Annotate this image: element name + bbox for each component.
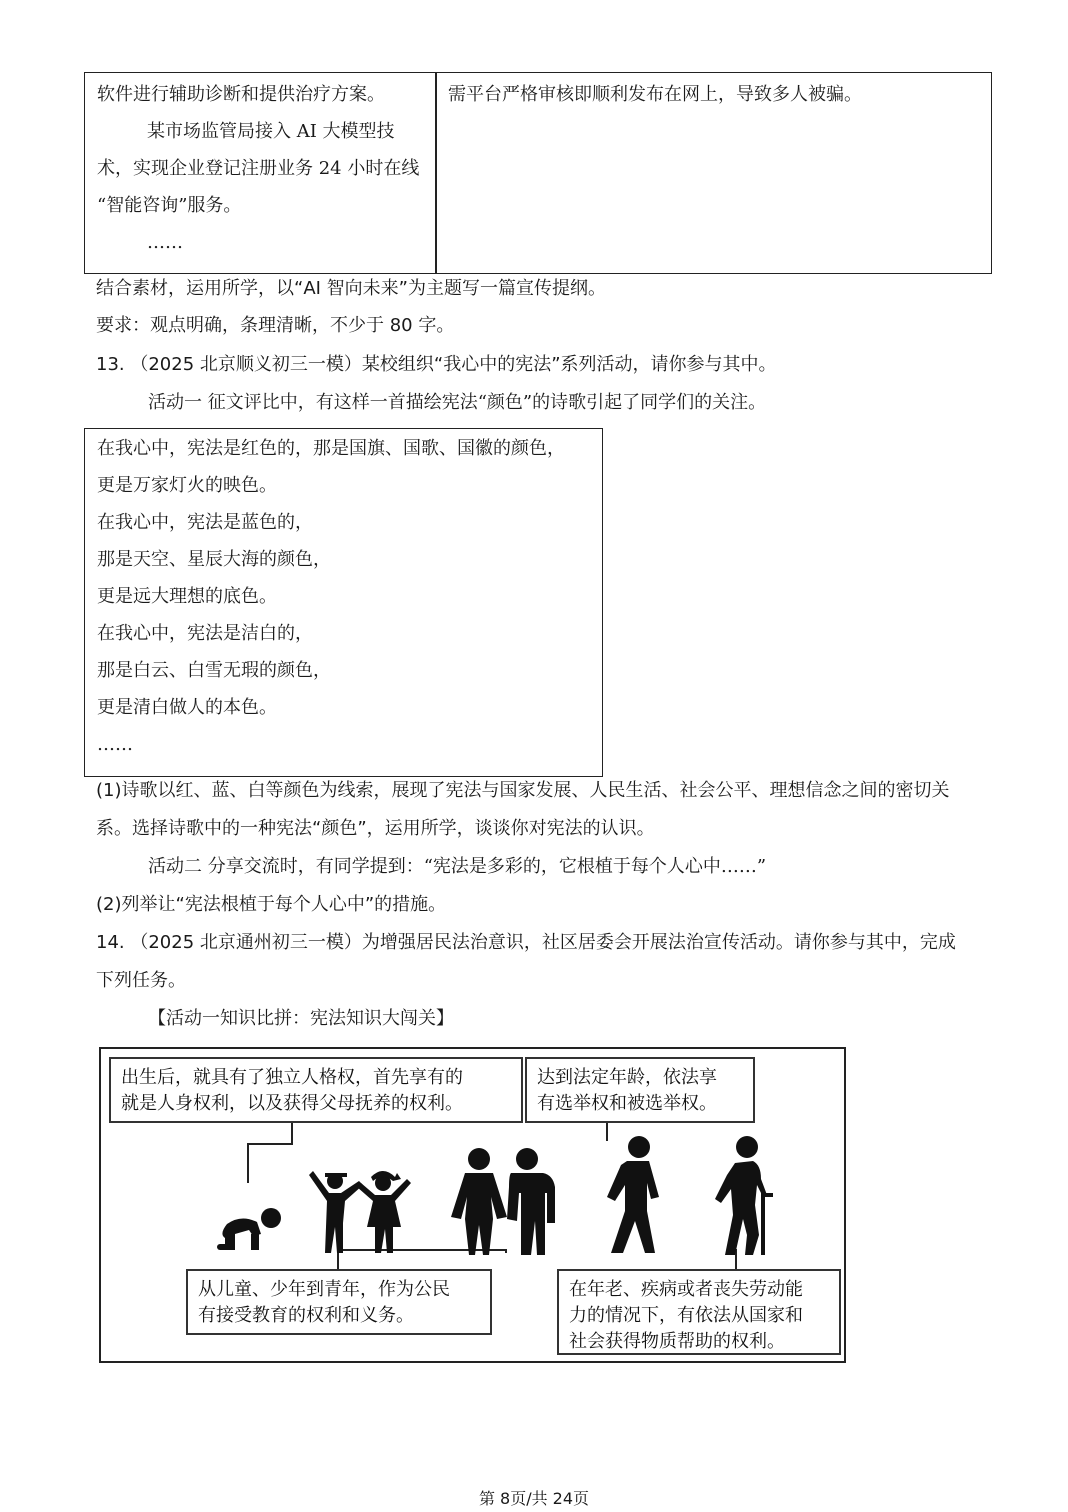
q13-part1-line1: (1)诗歌以红、蓝、白等颜色为线索，展现了宪法与国家发展、人民生活、社会公平、理想信念之间的密切关 (96, 780, 950, 801)
life-stages-figure (99, 1047, 846, 1363)
q14-activity1-title: 【活动一知识比拼：宪法知识大闯关】 (148, 1008, 454, 1029)
caption-birth-line: 就是人身权利，以及获得父母抚养的权利。 (121, 1093, 463, 1114)
q14-stem-line2: 下列任务。 (96, 970, 186, 991)
caption-vote-line: 达到法定年龄，依法享 (537, 1067, 717, 1088)
table-left-line: …… (147, 232, 183, 253)
q12-requirement: 要求：观点明确，条理清晰，不少于 80 字。 (96, 315, 455, 336)
caption-old-age (557, 1269, 841, 1355)
page-footer: 第 8页/共 24页 (478, 1489, 590, 1508)
poem-line: 那是天空、星辰大海的颜色， (97, 549, 331, 570)
poem-line: 更是远大理想的底色。 (97, 586, 277, 607)
poem-line: 在我心中，宪法是红色的，那是国旗、国歌、国徽的颜色， (97, 438, 565, 459)
table-right-line: 需平台严格审核即顺利发布在网上，导致多人被骗。 (448, 84, 862, 105)
q12-instruction: 结合素材，运用所学，以“AI 智向未来”为主题写一篇宣传提纲。 (96, 278, 606, 299)
connector-birth (291, 1123, 293, 1145)
table-left-line: 某市场监管局接入 AI 大模型技 (147, 121, 395, 142)
table-left-line: “智能咨询”服务。 (97, 195, 242, 216)
table-left-line: 软件进行辅助诊断和提供治疗方案。 (97, 84, 385, 105)
caption-vote-line: 有选举权和被选举权。 (537, 1093, 717, 1114)
q13-activity2: 活动二 分享交流时，有同学提到：“宪法是多彩的，它根植于每个人心中……” (148, 856, 767, 877)
children-playing-icon (307, 1167, 413, 1255)
crawling-baby-icon (213, 1204, 285, 1254)
caption-old-line: 在年老、疾病或者丧失劳动能 (569, 1279, 803, 1300)
poem-line: 在我心中，宪法是洁白的， (97, 623, 313, 644)
poem-line: 更是万家灯火的映色。 (97, 475, 277, 496)
table-left-cell (97, 76, 419, 261)
table-left-line: 术，实现企业登记注册业务 24 小时在线 (97, 158, 420, 179)
caption-education-line: 有接受教育的权利和义务。 (198, 1305, 414, 1326)
caption-old-line: 社会获得物质帮助的权利。 (569, 1331, 785, 1352)
caption-old-line: 力的情况下，有依法从国家和 (569, 1305, 803, 1326)
poem-line: 更是清白做人的本色。 (97, 697, 277, 718)
poem-line: 那是白云、白雪无瑕的颜色， (97, 660, 331, 681)
caption-vote (525, 1057, 755, 1123)
q13-activity1: 活动一 征文评比中，有这样一首描绘宪法“颜色”的诗歌引起了同学们的关注。 (148, 392, 767, 413)
connector-birth (247, 1143, 293, 1145)
poem-line: 在我心中，宪法是蓝色的， (97, 512, 313, 533)
q13-stem: 13. （2025 北京顺义初三一模）某校组织“我心中的宪法”系列活动，请你参与其中。 (96, 354, 777, 375)
caption-education (186, 1269, 492, 1335)
poem (97, 430, 565, 763)
q14-stem-line1: 14. （2025 北京通州初三一模）为增强居民法治意识，社区居委会开展法治宣传活动。请你参与其中，完成 (96, 932, 956, 953)
q13-part1-line2: 系。选择诗歌中的一种宪法“颜色”，运用所学，谈谈你对宪法的认识。 (96, 818, 655, 839)
caption-birth (109, 1057, 523, 1123)
elderly-with-cane-icon (713, 1135, 779, 1257)
q13-part2: (2)列举让“宪法根植于每个人心中”的措施。 (96, 894, 447, 915)
connector-birth (247, 1143, 249, 1183)
walking-adult-icon (599, 1135, 671, 1255)
caption-birth-line: 出生后，就具有了独立人格权，首先享有的 (121, 1067, 463, 1088)
poem-line: …… (97, 734, 133, 755)
table-divider (435, 73, 437, 273)
caption-education-line: 从儿童、少年到青年，作为公民 (198, 1279, 450, 1300)
adult-couple-icon (449, 1147, 557, 1257)
table-right-cell (448, 76, 862, 113)
